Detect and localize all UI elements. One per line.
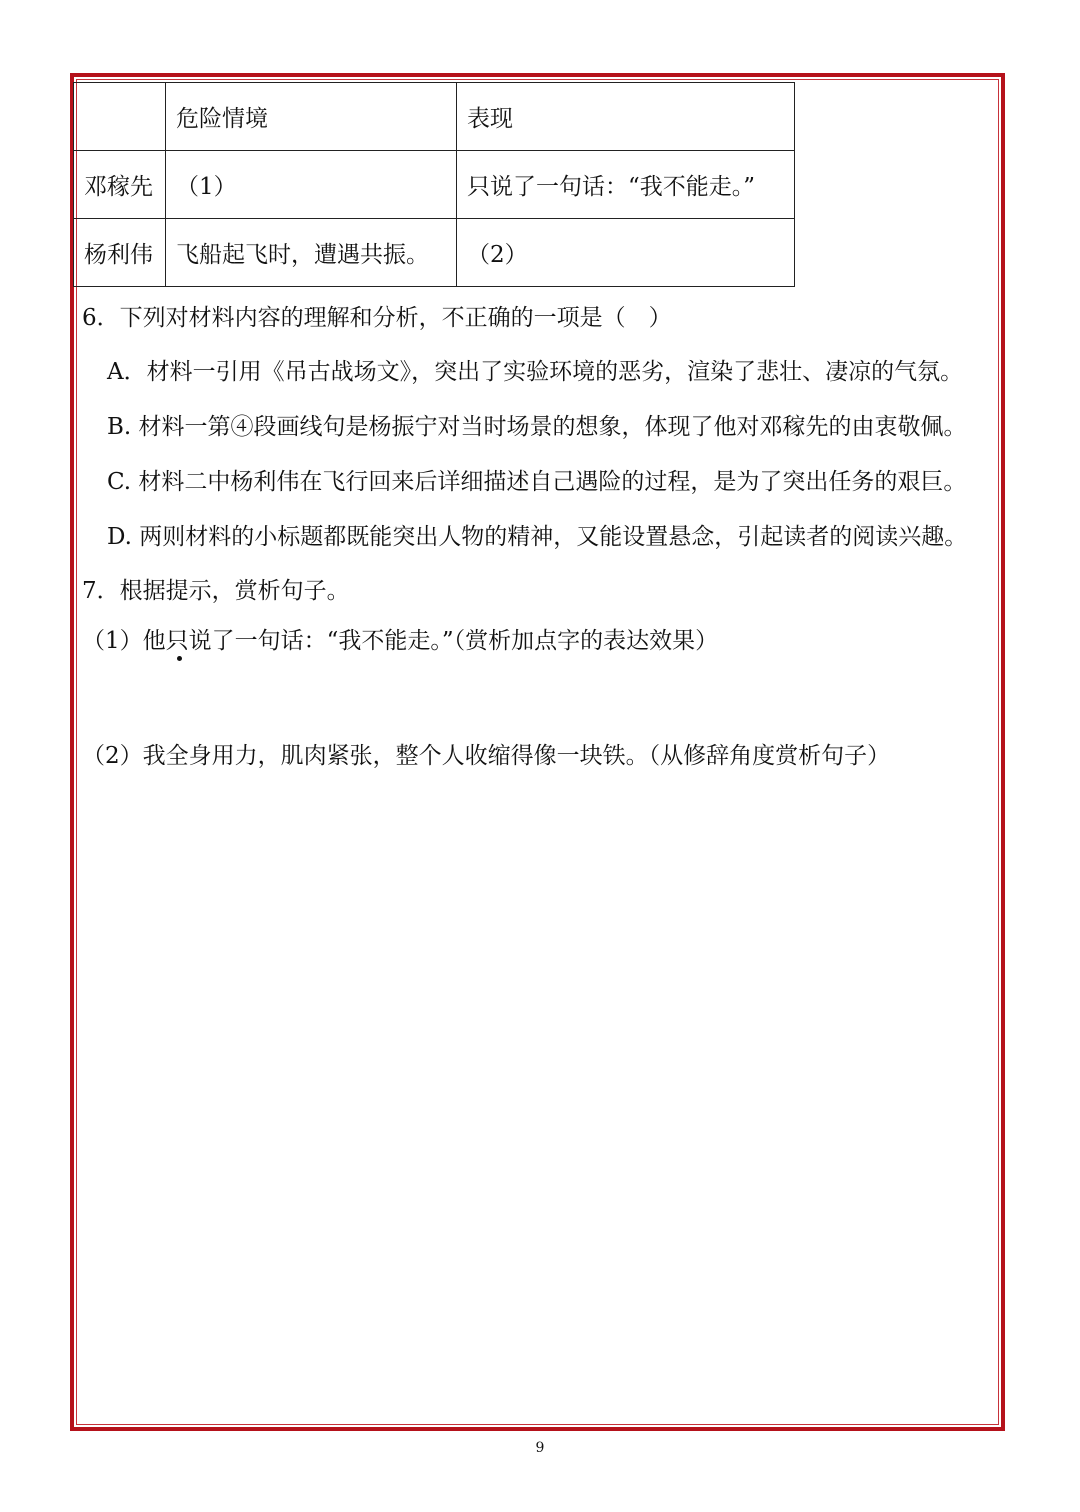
question-6-option-c: C. 材料二中杨利伟在飞行回来后详细描述自己遇险的过程，是为了突出任务的艰巨。 [107,469,967,495]
question-7-sub-2: （2）我全身用力，肌肉紧张，整个人收缩得像一块铁。（从修辞角度赏析句子） [82,743,891,769]
question-7-sub-1: （1）他只说了一句话：“我不能走。”（赏析加点字的表达效果） [82,628,719,654]
table-row [74,151,795,219]
table-header-row [74,83,795,151]
question-6-stem: 6．下列对材料内容的理解和分析，不正确的一项是（ ） [82,305,672,331]
table-header-cell: 危险情境 [166,83,457,151]
table-row [74,219,795,287]
question-7-stem: 7．根据提示，赏析句子。 [82,578,350,604]
table-cell-behavior: 只说了一句话：“我不能走。” [457,151,795,219]
table-cell-name: 杨利伟 [74,219,166,287]
table-header-cell [74,83,166,151]
comparison-table [73,82,795,287]
question-6-option-d: D. 两则材料的小标题都既能突出人物的精神，又能设置悬念，引起读者的阅读兴趣。 [107,524,968,550]
table-cell-behavior: （2） [457,219,795,287]
table-header-cell: 表现 [457,83,795,151]
table-cell-name: 邓稼先 [74,151,166,219]
question-6-option-a: A．材料一引用《吊古战场文》，突出了实验环境的恶劣，渲染了悲壮、凄凉的气氛。 [107,359,964,385]
question-6-option-b: B. 材料一第④段画线句是杨振宁对当时场景的想象，体现了他对邓稼先的由衷敬佩。 [107,414,967,440]
page-number: 9 [535,1440,545,1456]
emphasis-dot-mark [177,656,182,661]
table-cell-situation: 飞船起飞时，遭遇共振。 [166,219,457,287]
table-cell-situation: （1） [166,151,457,219]
